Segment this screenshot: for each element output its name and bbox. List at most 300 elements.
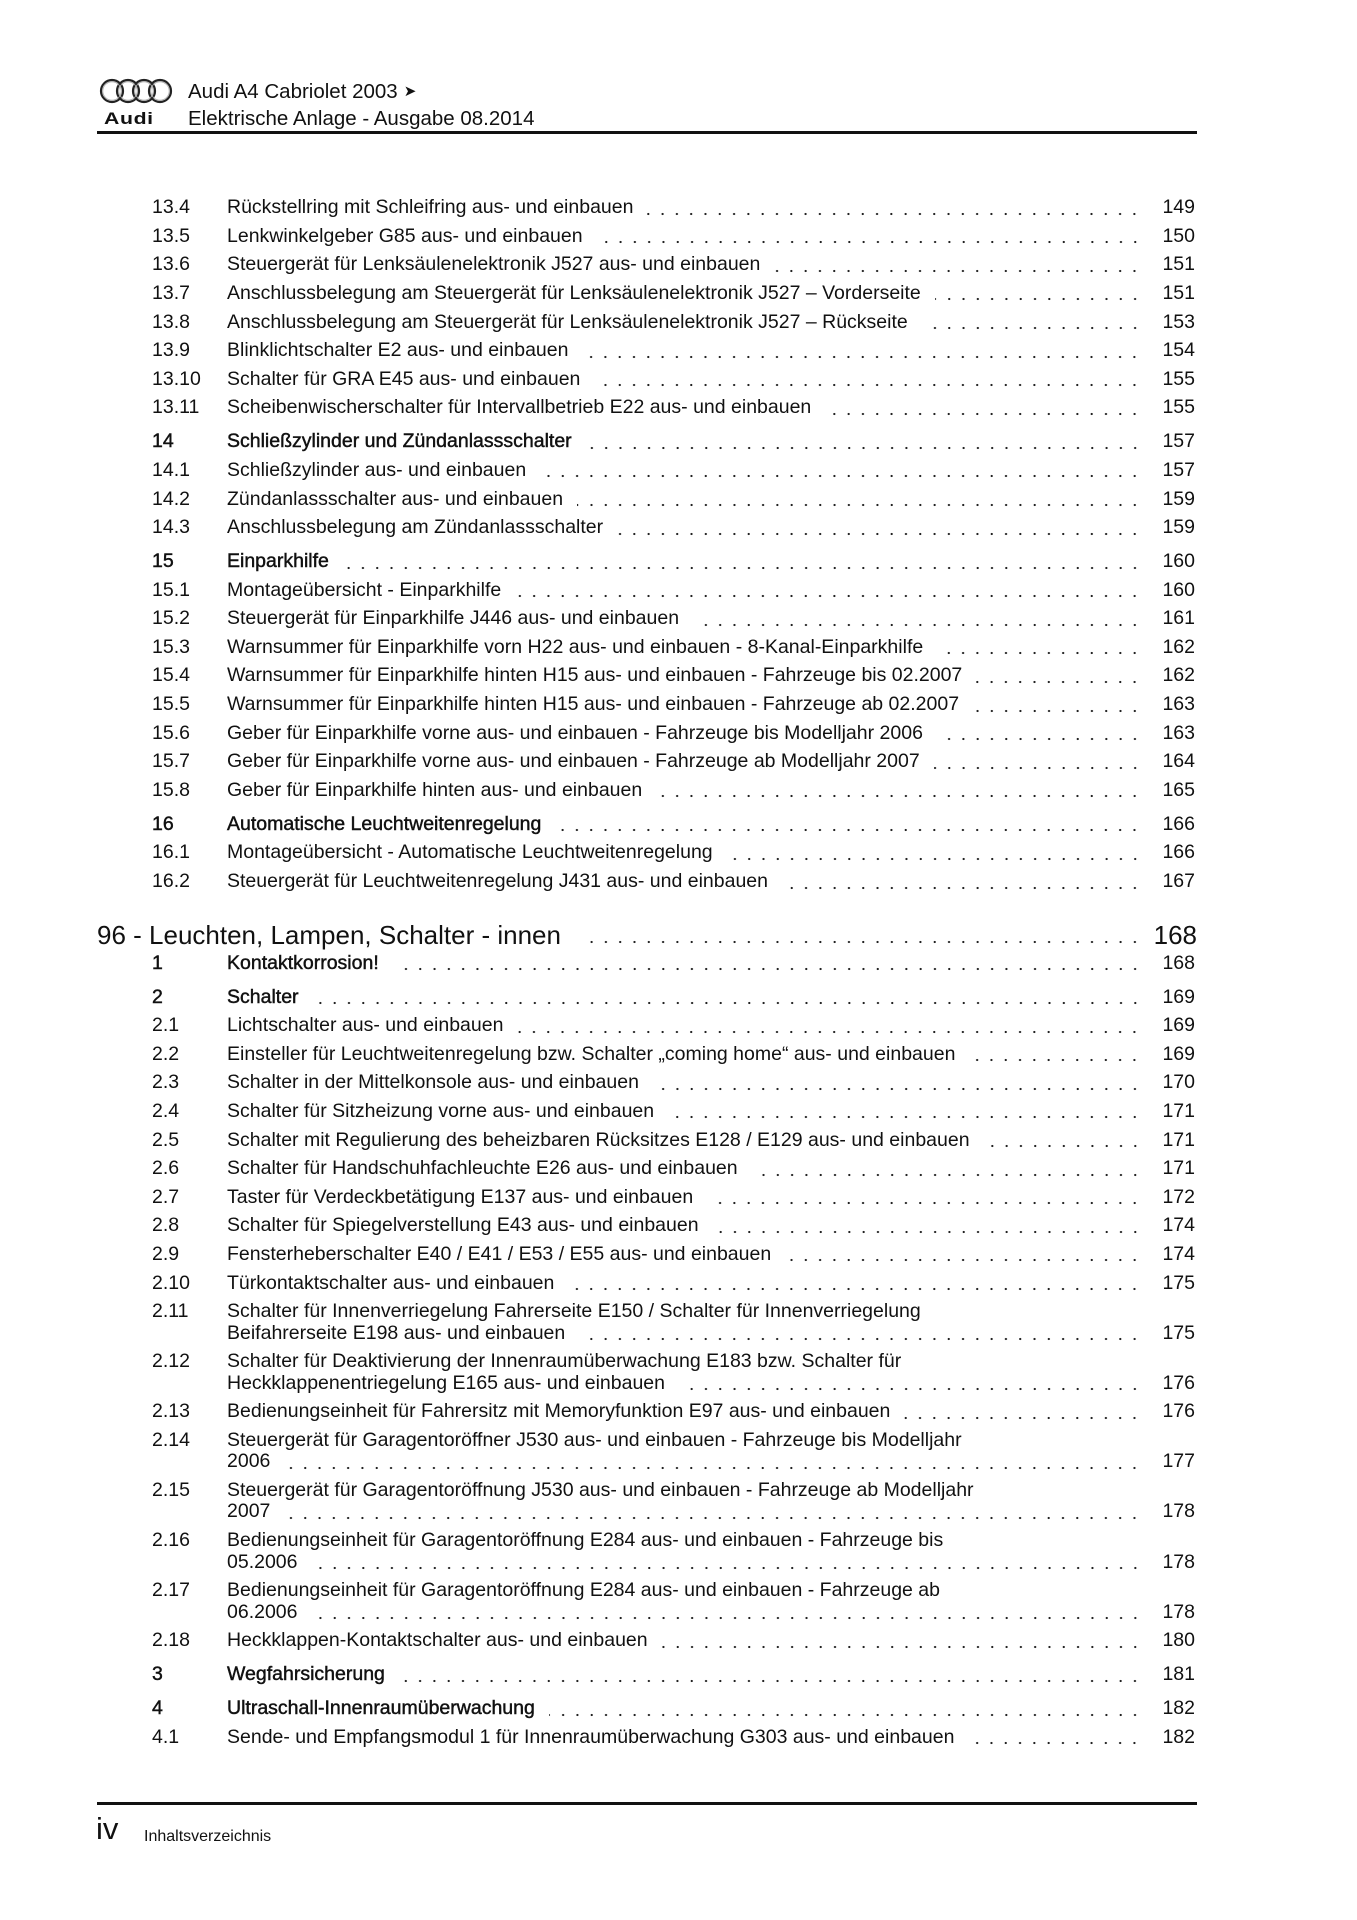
toc-page-number: 178 bbox=[1162, 1550, 1195, 1573]
toc-entry[interactable] bbox=[0, 1627, 1357, 1656]
toc-title-line bbox=[227, 460, 1142, 482]
toc-title: Warnsummer für Einparkhilfe hinten H15 aus- und einbauen - Fahrzeuge ab 02.2007 bbox=[227, 693, 960, 716]
toc-section-number: 14.1 bbox=[152, 458, 190, 481]
toc-title: Schalter bbox=[227, 985, 299, 1008]
toc-section-number: 2.13 bbox=[152, 1400, 190, 1423]
toc-title-block bbox=[227, 580, 1142, 602]
toc-title-line bbox=[227, 1580, 1142, 1602]
toc-title-block bbox=[227, 1580, 1142, 1623]
dot-leader bbox=[653, 1072, 1142, 1094]
toc-title-line bbox=[227, 397, 1142, 419]
toc-chapter-entry[interactable] bbox=[0, 810, 1357, 839]
toc-title-block bbox=[227, 1727, 1142, 1749]
toc-entry[interactable] bbox=[0, 719, 1357, 748]
toc-section-number: 16.1 bbox=[152, 841, 190, 864]
toc-entry[interactable] bbox=[0, 1298, 1357, 1348]
toc-title-block bbox=[227, 1351, 1142, 1394]
toc-title-block bbox=[227, 694, 1142, 716]
toc-entry[interactable] bbox=[0, 251, 1357, 280]
toc-title-block bbox=[227, 551, 1142, 573]
toc-title: Steuergerät für Einparkhilfe J446 aus- und einbauen bbox=[227, 607, 680, 630]
toc-page-number: 163 bbox=[1162, 693, 1195, 716]
toc-title-line bbox=[227, 489, 1142, 511]
toc-title-block bbox=[227, 1130, 1142, 1152]
toc-title: Anschlussbelegung am Steuergerät für Lenksäulenelektronik J527 – Vorderseite bbox=[227, 281, 921, 304]
dot-leader bbox=[568, 1273, 1142, 1295]
dot-leader bbox=[540, 460, 1142, 482]
toc-entry[interactable] bbox=[0, 1476, 1357, 1526]
toc-entry[interactable] bbox=[0, 1212, 1357, 1241]
toc-section-number: 2.15 bbox=[152, 1478, 190, 1501]
toc-entry[interactable] bbox=[0, 576, 1357, 605]
dot-leader bbox=[549, 1698, 1142, 1720]
toc-section-number: 2.14 bbox=[152, 1428, 190, 1451]
toc-title-line bbox=[227, 751, 1142, 773]
toc-title: Steuergerät für Lenksäulenelektronik J527 aus- und einbauen bbox=[227, 253, 761, 276]
toc-page-number: 150 bbox=[1162, 224, 1195, 247]
toc-title-continued: Heckklappenentriegelung E165 aus- und einbauen bbox=[227, 1371, 665, 1394]
toc-title-line bbox=[227, 1301, 1142, 1323]
dot-leader bbox=[713, 1215, 1142, 1237]
dot-leader bbox=[647, 197, 1142, 219]
toc-title: Heckklappen-Kontaktschalter aus- und einbauen bbox=[227, 1629, 648, 1652]
toc-section-number: 15.7 bbox=[152, 750, 190, 773]
toc-section-number: 15.5 bbox=[152, 693, 190, 716]
toc-entry[interactable] bbox=[0, 337, 1357, 366]
toc-section-number: 13.8 bbox=[152, 310, 190, 333]
toc-title: Schalter mit Regulierung des beheizbaren Rücksitzes E128 / E129 aus- und einbauen bbox=[227, 1128, 970, 1151]
dot-leader bbox=[594, 369, 1142, 391]
toc-title-block bbox=[227, 431, 1142, 453]
toc-chapter-entry[interactable] bbox=[0, 1695, 1357, 1724]
toc-section-number: 2.12 bbox=[152, 1350, 190, 1373]
toc-title-line bbox=[227, 1501, 1142, 1523]
toc-section-number: 2.11 bbox=[152, 1300, 189, 1323]
dot-leader bbox=[399, 1664, 1142, 1686]
toc-title-block bbox=[227, 723, 1142, 745]
dot-leader bbox=[752, 1158, 1142, 1180]
table-of-contents bbox=[0, 194, 1357, 1752]
dot-leader bbox=[968, 1727, 1142, 1749]
toc-section-number: 14.3 bbox=[152, 516, 190, 539]
dot-leader bbox=[597, 226, 1142, 248]
toc-title-line bbox=[227, 1015, 1142, 1037]
toc-entry[interactable] bbox=[0, 868, 1357, 897]
dot-leader bbox=[922, 312, 1142, 334]
toc-title-block bbox=[227, 842, 1142, 864]
toc-title-block bbox=[227, 1244, 1142, 1266]
dot-leader bbox=[969, 1044, 1142, 1066]
toc-title-line bbox=[227, 369, 1142, 391]
toc-title-block bbox=[227, 517, 1142, 539]
toc-section-number: 13.5 bbox=[152, 224, 190, 247]
toc-page-number: 182 bbox=[1162, 1725, 1195, 1748]
toc-title-line bbox=[227, 1244, 1142, 1266]
toc-section-number: 4 bbox=[152, 1697, 163, 1720]
toc-title-block bbox=[227, 460, 1142, 482]
toc-entry[interactable] bbox=[0, 776, 1357, 805]
dot-leader bbox=[343, 551, 1142, 573]
toc-entry[interactable] bbox=[0, 308, 1357, 337]
toc-title: Warnsummer für Einparkhilfe vorn H22 aus- und einbauen - 8-Kanal-Einparkhilfe bbox=[227, 635, 924, 658]
toc-title: Montageübersicht - Einparkhilfe bbox=[227, 578, 502, 601]
toc-title: Automatische Leuchtweitenregelung bbox=[227, 812, 542, 835]
toc-title-line bbox=[227, 1552, 1142, 1574]
toc-title-line bbox=[227, 1273, 1142, 1295]
toc-title: Schalter für GRA E45 aus- und einbauen bbox=[227, 367, 581, 390]
toc-page-number: 162 bbox=[1162, 635, 1195, 658]
toc-section-number: 13.7 bbox=[152, 281, 190, 304]
toc-entry[interactable] bbox=[0, 194, 1357, 223]
toc-entry[interactable] bbox=[0, 839, 1357, 868]
toc-section-number: 15 bbox=[152, 550, 174, 573]
toc-title-block bbox=[227, 814, 1142, 836]
toc-title: Sende- und Empfangsmodul 1 für Innenraumüberwachung G303 aus- und einbauen bbox=[227, 1725, 955, 1748]
toc-title: Kontaktkorrosion! bbox=[227, 951, 379, 974]
dot-leader bbox=[727, 842, 1142, 864]
toc-title-block bbox=[227, 397, 1142, 419]
toc-title: Schließzylinder und Zündanlassschalter bbox=[227, 430, 572, 453]
toc-entry[interactable] bbox=[0, 1183, 1357, 1212]
toc-page-number: 164 bbox=[1162, 750, 1195, 773]
dot-leader bbox=[937, 637, 1142, 659]
toc-page-number: 162 bbox=[1162, 664, 1195, 687]
toc-title-block bbox=[227, 665, 1142, 687]
toc-page-number: 163 bbox=[1162, 721, 1195, 744]
dot-leader bbox=[679, 1373, 1142, 1395]
toc-entry[interactable] bbox=[0, 1723, 1357, 1752]
toc-title: Ultraschall-Innenraumüberwachung bbox=[227, 1697, 535, 1720]
toc-section-number: 2.5 bbox=[152, 1128, 180, 1151]
toc-title-block bbox=[227, 254, 1142, 276]
dot-leader bbox=[582, 340, 1142, 362]
toc-title-line bbox=[227, 226, 1142, 248]
toc-title-line bbox=[227, 551, 1142, 573]
toc-section-number: 2.4 bbox=[152, 1099, 180, 1122]
toc-page-number: 160 bbox=[1162, 550, 1195, 573]
toc-page-number: 153 bbox=[1162, 310, 1195, 333]
toc-title-line bbox=[227, 842, 1142, 864]
toc-page-number: 159 bbox=[1162, 487, 1195, 510]
toc-entry[interactable] bbox=[0, 365, 1357, 394]
toc-section-number: 2.2 bbox=[152, 1042, 180, 1065]
toc-chapter-entry[interactable] bbox=[0, 1661, 1357, 1690]
footer-section-label: Inhaltsverzeichnis bbox=[144, 1828, 272, 1845]
toc-title-block bbox=[227, 1158, 1142, 1180]
toc-page-number: 157 bbox=[1162, 430, 1195, 453]
dot-leader bbox=[312, 1552, 1143, 1574]
toc-title-block bbox=[227, 987, 1142, 1009]
toc-entry[interactable] bbox=[0, 1269, 1357, 1298]
toc-section-number: 2.7 bbox=[152, 1185, 180, 1208]
toc-section-number: 15.4 bbox=[152, 664, 190, 687]
toc-section-number: 2.3 bbox=[152, 1071, 180, 1094]
toc-section-number: 13.10 bbox=[152, 367, 201, 390]
toc-page-number: 154 bbox=[1162, 339, 1195, 362]
toc-title-line bbox=[227, 340, 1142, 362]
toc-section-number: 2.10 bbox=[152, 1271, 190, 1294]
header-rule bbox=[97, 131, 1197, 134]
dot-leader bbox=[984, 1130, 1142, 1152]
toc-title-block bbox=[227, 871, 1142, 893]
toc-section-number: 15.1 bbox=[152, 578, 190, 601]
toc-title: Schalter für Spiegelverstellung E43 aus- und einbauen bbox=[227, 1214, 699, 1237]
toc-section-number: 2.18 bbox=[152, 1629, 190, 1652]
toc-entry[interactable] bbox=[0, 1069, 1357, 1098]
toc-title-line bbox=[227, 283, 1142, 305]
toc-title: Anschlussbelegung am Zündanlassschalter bbox=[227, 516, 604, 539]
toc-title-block bbox=[227, 312, 1142, 334]
toc-page-number: 168 bbox=[1162, 951, 1195, 974]
toc-title-line bbox=[227, 431, 1142, 453]
toc-entry[interactable] bbox=[0, 1155, 1357, 1184]
toc-title-block bbox=[227, 637, 1142, 659]
toc-section-number: 13.9 bbox=[152, 339, 190, 362]
toc-title: Montageübersicht - Automatische Leuchtweitenregelung bbox=[227, 841, 713, 864]
dot-leader bbox=[707, 1187, 1142, 1209]
toc-entry[interactable] bbox=[0, 662, 1357, 691]
right-arrowhead-icon: ➤ bbox=[403, 83, 417, 100]
toc-title-line bbox=[227, 1630, 1142, 1652]
toc-title-line bbox=[227, 312, 1142, 334]
toc-title-block bbox=[227, 1401, 1142, 1423]
toc-page-number: 151 bbox=[1162, 281, 1195, 304]
toc-page-number: 170 bbox=[1162, 1071, 1195, 1094]
toc-title: Anschlussbelegung am Steuergerät für Lenksäulenelektronik J527 – Rückseite bbox=[227, 310, 908, 333]
toc-entry[interactable] bbox=[0, 485, 1357, 514]
toc-title-block bbox=[227, 1273, 1142, 1295]
toc-title: Bedienungseinheit für Garagentoröffnung E284 aus- und einbauen - Fahrzeuge bis bbox=[227, 1529, 944, 1552]
toc-chapter-entry[interactable] bbox=[0, 949, 1357, 978]
toc-section-number: 3 bbox=[152, 1663, 163, 1686]
dot-leader bbox=[668, 1101, 1142, 1123]
toc-title-line bbox=[227, 871, 1142, 893]
toc-title: Steuergerät für Garagentoröffnung J530 aus- und einbauen - Fahrzeuge ab Modelljahr bbox=[227, 1478, 974, 1501]
toc-title-block bbox=[227, 1015, 1142, 1037]
dot-leader bbox=[935, 283, 1142, 305]
toc-chapter-entry[interactable] bbox=[0, 983, 1357, 1012]
toc-chapter-entry[interactable] bbox=[0, 428, 1357, 457]
toc-group-heading[interactable] bbox=[0, 921, 1357, 950]
toc-entry[interactable] bbox=[0, 691, 1357, 720]
toc-title-block bbox=[227, 780, 1142, 802]
toc-group-title: 96 - Leuchten, Lampen, Schalter - innen bbox=[97, 919, 561, 950]
toc-page-number: 178 bbox=[1162, 1600, 1195, 1623]
toc-title: Zündanlassschalter aus- und einbauen bbox=[227, 487, 564, 510]
toc-title-block bbox=[227, 1530, 1142, 1573]
toc-title: Schalter für Sitzheizung vorne aus- und einbauen bbox=[227, 1099, 655, 1122]
toc-entry[interactable] bbox=[0, 222, 1357, 251]
toc-section-number: 14 bbox=[152, 430, 174, 453]
toc-entry[interactable] bbox=[0, 605, 1357, 634]
toc-page-number: 149 bbox=[1162, 196, 1195, 219]
toc-chapter-entry[interactable] bbox=[0, 548, 1357, 577]
toc-title-block bbox=[227, 1072, 1142, 1094]
toc-page-number: 174 bbox=[1162, 1214, 1195, 1237]
dot-leader bbox=[517, 1015, 1142, 1037]
toc-title: Taster für Verdeckbetätigung E137 aus- und einbauen bbox=[227, 1185, 694, 1208]
toc-page-number: 155 bbox=[1162, 396, 1195, 419]
toc-page-number: 176 bbox=[1162, 1371, 1195, 1394]
toc-title-line bbox=[227, 1323, 1142, 1345]
toc-entry[interactable] bbox=[0, 514, 1357, 543]
footer-rule bbox=[97, 1802, 1197, 1805]
dot-leader bbox=[579, 921, 1142, 949]
toc-entry[interactable] bbox=[0, 1577, 1357, 1627]
toc-title: Steuergerät für Leuchtweitenregelung J431 aus- und einbauen bbox=[227, 870, 768, 893]
toc-section-number: 4.1 bbox=[152, 1725, 180, 1748]
toc-page-number: 176 bbox=[1162, 1400, 1195, 1423]
toc-title-line bbox=[227, 1215, 1142, 1237]
toc-title: Schließzylinder aus- und einbauen bbox=[227, 458, 527, 481]
toc-page-number: 165 bbox=[1162, 778, 1195, 801]
toc-title: Schalter für Handschuhfachleuchte E26 aus- und einbauen bbox=[227, 1157, 738, 1180]
dot-leader bbox=[586, 431, 1142, 453]
toc-section-number: 2 bbox=[152, 985, 163, 1008]
toc-page-number: 171 bbox=[1162, 1099, 1195, 1122]
toc-entry[interactable] bbox=[0, 633, 1357, 662]
toc-entry[interactable] bbox=[0, 456, 1357, 485]
toc-title-line bbox=[227, 1602, 1142, 1624]
toc-entry[interactable] bbox=[0, 748, 1357, 777]
toc-page-number: 171 bbox=[1162, 1128, 1195, 1151]
dot-leader bbox=[312, 1602, 1143, 1624]
toc-title-line bbox=[227, 517, 1142, 539]
dot-leader bbox=[782, 871, 1142, 893]
toc-section-number: 2.16 bbox=[152, 1529, 190, 1552]
toc-page-number: 177 bbox=[1162, 1450, 1195, 1473]
toc-title: Bedienungseinheit für Garagentoröffnung E284 aus- und einbauen - Fahrzeuge ab bbox=[227, 1579, 940, 1602]
toc-entry[interactable] bbox=[0, 279, 1357, 308]
dot-leader bbox=[976, 665, 1142, 687]
toc-title-block bbox=[227, 1430, 1142, 1473]
toc-section-number: 1 bbox=[152, 951, 163, 974]
toc-title: Blinklichtschalter E2 aus- und einbauen bbox=[227, 339, 569, 362]
dot-leader bbox=[656, 780, 1142, 802]
toc-title: Geber für Einparkhilfe vorne aus- und einbauen - Fahrzeuge ab Modelljahr 2007 bbox=[227, 750, 920, 773]
toc-page-number: 181 bbox=[1162, 1663, 1195, 1686]
footer-page-number: iv bbox=[96, 1811, 119, 1846]
toc-section-number: 15.6 bbox=[152, 721, 190, 744]
toc-page-number: 172 bbox=[1162, 1185, 1195, 1208]
toc-title-line bbox=[227, 1727, 1142, 1749]
toc-title-block bbox=[227, 608, 1142, 630]
toc-title-line bbox=[227, 197, 1142, 219]
toc-title-continued: 05.2006 bbox=[227, 1550, 298, 1573]
toc-title: Geber für Einparkhilfe hinten aus- und einbauen bbox=[227, 778, 643, 801]
toc-title-block bbox=[227, 1301, 1142, 1344]
toc-entry[interactable] bbox=[0, 1012, 1357, 1041]
toc-page-number: 169 bbox=[1162, 1042, 1195, 1065]
toc-page-number: 180 bbox=[1162, 1629, 1195, 1652]
toc-title-line bbox=[227, 814, 1142, 836]
dot-leader bbox=[937, 723, 1142, 745]
toc-page-number: 160 bbox=[1162, 578, 1195, 601]
toc-entry[interactable] bbox=[0, 1126, 1357, 1155]
toc-title-line bbox=[227, 1351, 1142, 1373]
dot-leader bbox=[579, 1323, 1142, 1345]
toc-title: Geber für Einparkhilfe vorne aus- und einbauen - Fahrzeuge bis Modelljahr 2006 bbox=[227, 721, 923, 744]
toc-title-block bbox=[227, 340, 1142, 362]
toc-title-line bbox=[227, 1664, 1142, 1686]
dot-leader bbox=[313, 987, 1142, 1009]
toc-section-number: 14.2 bbox=[152, 487, 190, 510]
dot-leader bbox=[973, 694, 1142, 716]
toc-title-line bbox=[227, 580, 1142, 602]
toc-title-continued: 2006 bbox=[227, 1450, 271, 1473]
toc-page-number: 151 bbox=[1162, 253, 1195, 276]
toc-title-block bbox=[227, 1101, 1142, 1123]
toc-page-number: 178 bbox=[1162, 1500, 1195, 1523]
toc-title-line bbox=[227, 723, 1142, 745]
toc-title: Lichtschalter aus- und einbauen bbox=[227, 1014, 504, 1037]
audi-wordmark: Audi bbox=[104, 109, 154, 128]
toc-section-number: 16 bbox=[152, 812, 174, 835]
toc-title-block bbox=[227, 1698, 1142, 1720]
toc-title-block bbox=[227, 283, 1142, 305]
toc-title-line bbox=[227, 254, 1142, 276]
toc-entry[interactable] bbox=[0, 1527, 1357, 1577]
toc-page-number: 174 bbox=[1162, 1242, 1195, 1265]
dot-leader bbox=[284, 1451, 1142, 1473]
toc-title-block bbox=[227, 489, 1142, 511]
toc-title-block bbox=[227, 1187, 1142, 1209]
toc-title-line bbox=[227, 1187, 1142, 1209]
dot-leader bbox=[284, 1501, 1142, 1523]
toc-entry[interactable] bbox=[0, 1097, 1357, 1126]
toc-page-number: 169 bbox=[1162, 985, 1195, 1008]
toc-entry[interactable] bbox=[0, 394, 1357, 423]
toc-title-block bbox=[227, 1480, 1142, 1523]
toc-title-line bbox=[227, 694, 1142, 716]
dot-leader bbox=[393, 953, 1142, 975]
toc-title-line bbox=[227, 953, 1142, 975]
toc-entry[interactable] bbox=[0, 1040, 1357, 1069]
toc-section-number: 2.1 bbox=[152, 1014, 180, 1037]
toc-title-line bbox=[227, 1480, 1142, 1502]
toc-page-number: 169 bbox=[1162, 1014, 1195, 1037]
toc-title-line bbox=[227, 1158, 1142, 1180]
toc-page-number: 155 bbox=[1162, 367, 1195, 390]
dot-leader bbox=[785, 1244, 1142, 1266]
toc-title: Lenkwinkelgeber G85 aus- und einbauen bbox=[227, 224, 583, 247]
toc-entry[interactable] bbox=[0, 1398, 1357, 1427]
toc-title-block bbox=[227, 226, 1142, 248]
toc-entry[interactable] bbox=[0, 1240, 1357, 1269]
toc-section-number: 2.6 bbox=[152, 1157, 180, 1180]
toc-title: Einparkhilfe bbox=[227, 550, 329, 573]
toc-section-number: 15.3 bbox=[152, 635, 190, 658]
document-title bbox=[188, 81, 416, 103]
toc-title-line bbox=[227, 987, 1142, 1009]
toc-title: Fensterheberschalter E40 / E41 / E53 / E55 aus- und einbauen bbox=[227, 1242, 772, 1265]
document-title-text: Audi A4 Cabriolet 2003 bbox=[188, 80, 398, 103]
toc-title-line bbox=[227, 780, 1142, 802]
toc-title-line bbox=[227, 1130, 1142, 1152]
dot-leader bbox=[934, 751, 1142, 773]
dot-leader bbox=[825, 397, 1142, 419]
toc-section-number: 2.8 bbox=[152, 1214, 180, 1237]
toc-page-number: 171 bbox=[1162, 1157, 1195, 1180]
toc-page-number: 168 bbox=[1153, 919, 1197, 950]
toc-section-number: 2.9 bbox=[152, 1242, 180, 1265]
toc-entry[interactable] bbox=[0, 1348, 1357, 1398]
toc-title-continued: 2007 bbox=[227, 1500, 271, 1523]
toc-entry[interactable] bbox=[0, 1426, 1357, 1476]
toc-title-line bbox=[227, 665, 1142, 687]
toc-section-number: 13.4 bbox=[152, 196, 190, 219]
toc-page-number: 166 bbox=[1162, 812, 1195, 835]
